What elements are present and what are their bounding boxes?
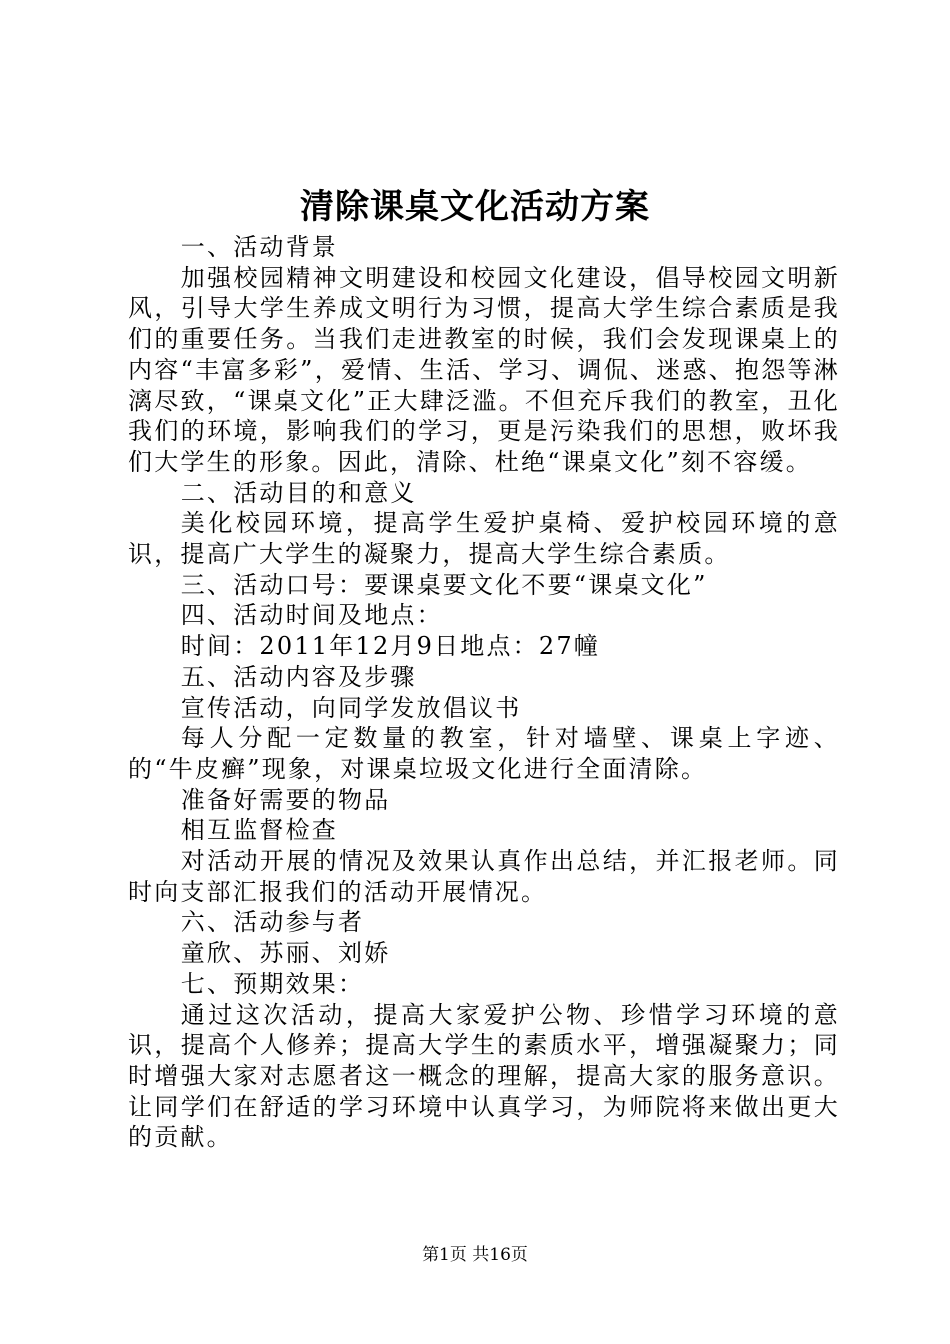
paragraph-background: 加强校园精神文明建设和校园文化建设，倡导校园文明新风，引导大学生养成文明行为习惯，提高大学生综合素质是我们的重要任务。当我们走进教室的时候，我们会发现课桌上的内容“丰富多彩”，爱情、生活、学习、调侃、迷惑、抱怨等淋漓尽致，“课桌文化”正大肆泛滥。不但充斥我们的教室，丑化我们的环境，影响我们的学习，更是污染我们的思想，败坏我们大学生的形象。因此，清除、杜绝“课桌文化”刻不容缓。 bbox=[128, 263, 840, 476]
step-prepare: 准备好需要的物品 bbox=[180, 785, 391, 814]
paragraph-time-place: 时间：2011年12月9日地点：27幢 bbox=[180, 632, 601, 661]
heading-time-place: 四、活动时间及地点： bbox=[180, 601, 443, 630]
step-summary: 对活动开展的情况及效果认真作出总结，并汇报老师。同时向支部汇报我们的活动开展情况。 bbox=[128, 847, 840, 906]
step-promotion: 宣传活动，向同学发放倡议书 bbox=[180, 693, 522, 722]
heading-background: 一、活动背景 bbox=[180, 233, 338, 261]
heading-slogan: 三、活动口号：要课桌要文化不要“课桌文化” bbox=[180, 570, 708, 599]
heading-participants: 六、活动参与者 bbox=[180, 908, 365, 937]
document-title: 清除课桌文化活动方案 bbox=[300, 187, 650, 227]
heading-content-steps: 五、活动内容及步骤 bbox=[180, 662, 417, 691]
step-supervise: 相互监督检查 bbox=[180, 816, 338, 845]
document-body bbox=[128, 232, 840, 1153]
page-number: 第1页 共16页 bbox=[422, 1245, 528, 1265]
paragraph-participants: 童欣、苏丽、刘娇 bbox=[180, 939, 391, 968]
heading-purpose: 二、活动目的和意义 bbox=[180, 478, 417, 507]
paragraph-purpose: 美化校园环境，提高学生爱护桌椅、爱护校园环境的意识，提高广大学生的凝聚力，提高大学生综合素质。 bbox=[128, 509, 840, 569]
paragraph-expected-effect: 通过这次活动，提高大家爱护公物、珍惜学习环境的意识，提高个人修养；提高大学生的素质水平，增强凝聚力；同时增强大家对志愿者这一概念的理解，提高大家的服务意识。让同学们在舒适的学习环境中认真学习，为师院将来做出更大的贡献。 bbox=[128, 1000, 840, 1152]
heading-expected-effect: 七、预期效果： bbox=[180, 969, 365, 998]
step-cleanup: 每人分配一定数量的教室，针对墙壁、课桌上字迹、的“牛皮癣”现象，对课桌垃圾文化进行全面清除。 bbox=[128, 724, 840, 783]
